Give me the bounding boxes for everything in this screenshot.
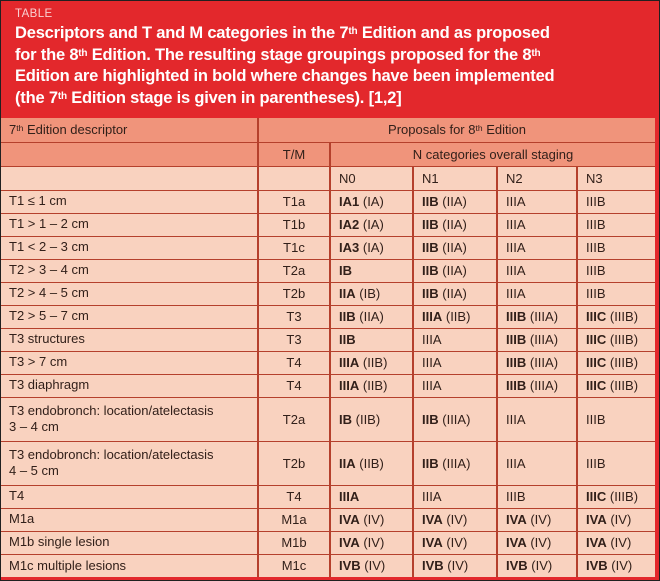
previous-edition-stage: (IV) [446,535,468,550]
stage-value: IIIB [506,489,526,504]
table-row [1,328,655,351]
stage-value: IIIB [506,378,527,393]
n3-stage-cell [577,282,655,305]
tm-cell: T4 [258,374,330,397]
previous-edition-stage: (IIB) [362,378,388,393]
stage-value: IIIB [506,309,527,324]
tm-cell: T2a [258,397,330,441]
n1-stage-cell [413,485,497,508]
descriptor-line: T1 ≤ 1 cm [9,193,67,209]
table-eyebrow-label: TABLE [15,8,53,20]
descriptor-cell [1,554,258,577]
stage-value: IIIB [586,194,606,209]
stage-value: IIIA [422,309,443,324]
descriptor-line: T1 < 2 – 3 cm [9,239,89,255]
descriptor-cell [1,190,258,213]
stage-value: IIIB [586,217,606,232]
previous-edition-stage: (IV) [363,535,385,550]
n0-stage-cell [330,397,413,441]
previous-edition-stage: (IIIB) [609,378,639,393]
stage-value: IB [339,263,352,278]
stage-value: IIIA [422,332,442,347]
descriptor-column-header: 7th Edition descriptor [1,118,258,142]
n1-stage-cell [413,190,497,213]
previous-edition-stage: (IIIB) [609,489,639,504]
previous-edition-stage: (IV) [611,558,633,574]
ordinal-superscript: th [348,26,358,37]
stage-value: IIIC [586,378,607,393]
n1-stage-cell [413,531,497,554]
caption-band [1,1,659,118]
tm-cell: M1b [258,531,330,554]
n3-stage-cell [577,305,655,328]
stage-value: IVA [586,535,607,550]
stage-value: IIIA [506,194,526,209]
descriptor-line: T3 diaphragm [9,377,90,393]
table-row [1,441,655,485]
stage-value: IVB [339,558,361,574]
tm-header-spacer [258,166,330,190]
descriptor-cell [1,351,258,374]
n2-stage-cell [497,508,577,531]
table-row [1,508,655,531]
ordinal-superscript: th [531,47,541,59]
stage-value: IIB [422,217,439,232]
descriptor-cell [1,328,258,351]
stage-value: IIIA [506,455,526,471]
n0-stage-cell [330,441,413,485]
stage-value: IA1 [339,194,360,209]
n0-stage-cell [330,190,413,213]
descriptor-line: M1b single lesion [9,534,110,550]
descriptor-cell [1,213,258,236]
n0-stage-cell [330,531,413,554]
n3-stage-cell [577,441,655,485]
previous-edition-stage: (IIB) [362,355,388,370]
n3-column-header: N3 [577,166,655,190]
stage-value: IIIA [339,355,360,370]
descriptor-cell [1,485,258,508]
previous-edition-stage: (IV) [446,512,468,527]
n1-stage-cell [413,397,497,441]
tm-cell: T1c [258,236,330,259]
table-title-line: for the 8th Edition. The resulting stage groupings proposed for the 8th [15,45,541,64]
descriptor-line: T2 > 3 – 4 cm [9,262,89,278]
n0-stage-cell [330,213,413,236]
n2-stage-cell [497,351,577,374]
descriptor-line: T4 [9,488,25,504]
stage-value: IA2 [339,217,360,232]
tm-column-header: T/M [258,142,330,166]
n3-stage-cell [577,328,655,351]
stage-value: IIIB [586,263,606,278]
n0-stage-cell [330,305,413,328]
stage-value: IIIA [506,411,526,427]
descriptor-line: T2 > 5 – 7 cm [9,308,89,324]
tm-cell: T4 [258,351,330,374]
stage-value: IIA [339,455,356,471]
n3-stage-cell [577,213,655,236]
previous-edition-stage: (IIB) [445,309,471,324]
stage-value: IVA [506,535,527,550]
descriptor-cell [1,374,258,397]
n2-stage-cell [497,282,577,305]
table-title-line: Descriptors and T and M categories in the 7th Edition and as proposed [15,24,550,42]
descriptor-line: M1c multiple lesions [9,557,127,573]
n1-stage-cell [413,305,497,328]
descriptor-cell [1,282,258,305]
n0-stage-cell [330,328,413,351]
stage-value: IVA [586,512,607,527]
descriptor-cell [1,397,258,441]
n0-stage-cell [330,485,413,508]
n3-stage-cell [577,554,655,577]
n2-stage-cell [497,190,577,213]
n1-stage-cell [413,441,497,485]
tm-cell: T2b [258,282,330,305]
previous-edition-stage: (IIIB) [609,355,639,370]
table-row [1,305,655,328]
n2-stage-cell [497,236,577,259]
stage-value: IIIB [586,411,606,427]
n3-stage-cell [577,190,655,213]
descriptor-line: T1 > 1 – 2 cm [9,216,89,232]
stage-value: IIIA [339,378,360,393]
stage-value: IIB [422,194,439,209]
n2-stage-cell [497,397,577,441]
n-categories-header: N categories overall staging [330,142,655,166]
tm-cell: M1a [258,508,330,531]
stage-value: IVA [506,512,527,527]
stage-value: IVB [586,558,608,574]
table-row [1,213,655,236]
ordinal-superscript: th [78,47,88,59]
n0-stage-cell [330,282,413,305]
previous-edition-stage: (IIIA) [529,355,559,370]
table-row [1,282,655,305]
stage-value: IB [339,411,352,427]
stage-value: IIIC [586,489,607,504]
previous-edition-stage: (IIA) [442,217,467,232]
stage-value: IIIC [586,332,607,347]
stage-value: IIIC [586,355,607,370]
stage-value: IA3 [339,240,360,255]
stage-value: IIA [339,286,356,301]
previous-edition-stage: (IV) [610,535,632,550]
ordinal-superscript: th [57,90,67,102]
stage-value: IIIB [586,455,606,471]
stage-value: IIIA [339,489,360,504]
n2-stage-cell [497,554,577,577]
previous-edition-stage: (IIIB) [609,332,639,347]
stage-value: IIIA [422,378,442,393]
n1-stage-cell [413,282,497,305]
descriptor-cell [1,236,258,259]
n0-stage-cell [330,554,413,577]
previous-edition-stage: (IV) [364,558,386,574]
n2-column-header: N2 [497,166,577,190]
previous-edition-stage: (IIIA) [442,411,471,427]
n3-stage-cell [577,351,655,374]
descriptor-cell [1,305,258,328]
n0-stage-cell [330,259,413,282]
table-row [1,554,655,577]
previous-edition-stage: (IIIA) [529,332,559,347]
n2-stage-cell [497,485,577,508]
stage-value: IIB [339,332,356,347]
descriptor-line: 4 – 5 cm [9,463,59,478]
stage-value: IIIB [586,240,606,255]
ordinal-superscript: th [16,123,24,134]
table-row [1,190,655,213]
stage-value: IIIC [586,309,607,324]
previous-edition-stage: (IV) [610,512,632,527]
n1-stage-cell [413,374,497,397]
stage-value: IIB [422,286,439,301]
n3-stage-cell [577,259,655,282]
previous-edition-stage: (IIB) [359,455,384,471]
previous-edition-stage: (IIB) [355,411,381,427]
previous-edition-stage: (IV) [530,512,552,527]
table-title [15,23,645,109]
stage-value: IVA [422,535,443,550]
descriptor-line: T2 > 4 – 5 cm [9,285,89,301]
previous-edition-stage: (IV) [531,558,553,574]
previous-edition-stage: (IA) [362,240,384,255]
previous-edition-stage: (IA) [362,194,384,209]
descriptor-cell [1,259,258,282]
n1-stage-cell [413,213,497,236]
n1-stage-cell [413,236,497,259]
stage-value: IIB [339,309,356,324]
stage-value: IIIA [506,286,526,301]
descriptor-line: T3 > 7 cm [9,354,68,370]
n2-stage-cell [497,213,577,236]
n1-stage-cell [413,328,497,351]
descriptor-line: T3 endobronch: location/atelectasis [9,402,214,418]
staging-table [1,118,655,577]
stage-value: IVB [506,558,528,574]
n2-stage-cell [497,531,577,554]
stage-value: IIB [422,455,439,471]
table-row [1,351,655,374]
table-row [1,236,655,259]
table-row [1,531,655,554]
tm-cell: T3 [258,328,330,351]
previous-edition-stage: (IIIB) [609,309,639,324]
table-row [1,485,655,508]
n3-stage-cell [577,397,655,441]
previous-edition-stage: (IIA) [442,286,467,301]
previous-edition-stage: (IIIA) [529,378,559,393]
previous-edition-stage: (IIA) [442,263,467,278]
stage-value: IIIA [506,240,526,255]
stage-value: IIIA [422,489,442,504]
stage-value: IIB [422,240,439,255]
stage-value: IIIA [506,217,526,232]
ordinal-superscript: th [475,123,483,134]
stage-value: IVA [339,512,360,527]
table-row [1,259,655,282]
n1-column-header: N1 [413,166,497,190]
stage-value: IVA [422,512,443,527]
descriptor-cell [1,508,258,531]
n0-stage-cell [330,236,413,259]
n0-stage-cell [330,351,413,374]
descriptor-header-spacer [1,166,258,190]
n0-stage-cell [330,374,413,397]
previous-edition-stage: (IA) [362,217,384,232]
stage-value: IVB [422,558,444,574]
table-title-line: (the 7th Edition stage is given in parentheses). [1,2] [15,88,402,107]
n3-stage-cell [577,236,655,259]
descriptor-header-spacer [1,142,258,166]
n1-stage-cell [413,259,497,282]
tm-cell: T3 [258,305,330,328]
n2-stage-cell [497,374,577,397]
stage-value: IIB [422,411,439,427]
n3-stage-cell [577,485,655,508]
n0-column-header: N0 [330,166,413,190]
previous-edition-stage: (IB) [359,286,381,301]
previous-edition-stage: (IIA) [442,240,467,255]
n1-stage-cell [413,351,497,374]
descriptor-line: M1a [9,511,35,527]
stage-value: IIB [422,263,439,278]
n0-stage-cell [330,508,413,531]
stage-value: IVA [339,535,360,550]
n2-stage-cell [497,305,577,328]
n2-stage-cell [497,328,577,351]
descriptor-line: T3 endobronch: location/atelectasis [9,446,214,462]
stage-value: IIIA [506,263,526,278]
tm-cell: T4 [258,485,330,508]
descriptor-cell [1,531,258,554]
descriptor-line: 3 – 4 cm [9,419,59,434]
table-title-line: Edition are highlighted in bold where changes have been implemented [15,67,555,85]
staging-table-area [1,118,655,577]
previous-edition-stage: (IIIA) [442,455,471,471]
tm-cell: T1b [258,213,330,236]
stage-value: IIIB [506,332,527,347]
previous-edition-stage: (IV) [363,512,385,527]
n3-stage-cell [577,374,655,397]
n2-stage-cell [497,441,577,485]
tm-cell: T2a [258,259,330,282]
n3-stage-cell [577,508,655,531]
descriptor-cell [1,441,258,485]
previous-edition-stage: (IIA) [359,309,384,324]
tm-cell: T1a [258,190,330,213]
tm-cell: M1c [258,554,330,577]
previous-edition-stage: (IV) [530,535,552,550]
n1-stage-cell [413,554,497,577]
previous-edition-stage: (IV) [447,558,469,574]
stage-value: IIIB [586,286,606,301]
n2-stage-cell [497,259,577,282]
table-row [1,397,655,441]
descriptor-line: T3 structures [9,331,85,347]
proposals-header: Proposals for 8th Edition [258,118,655,142]
table-row [1,374,655,397]
tm-cell: T2b [258,441,330,485]
previous-edition-stage: (IIA) [442,194,467,209]
stage-value: IIIB [506,355,527,370]
previous-edition-stage: (IIIA) [529,309,559,324]
n3-stage-cell [577,531,655,554]
stage-value: IIIA [422,355,442,370]
n1-stage-cell [413,508,497,531]
